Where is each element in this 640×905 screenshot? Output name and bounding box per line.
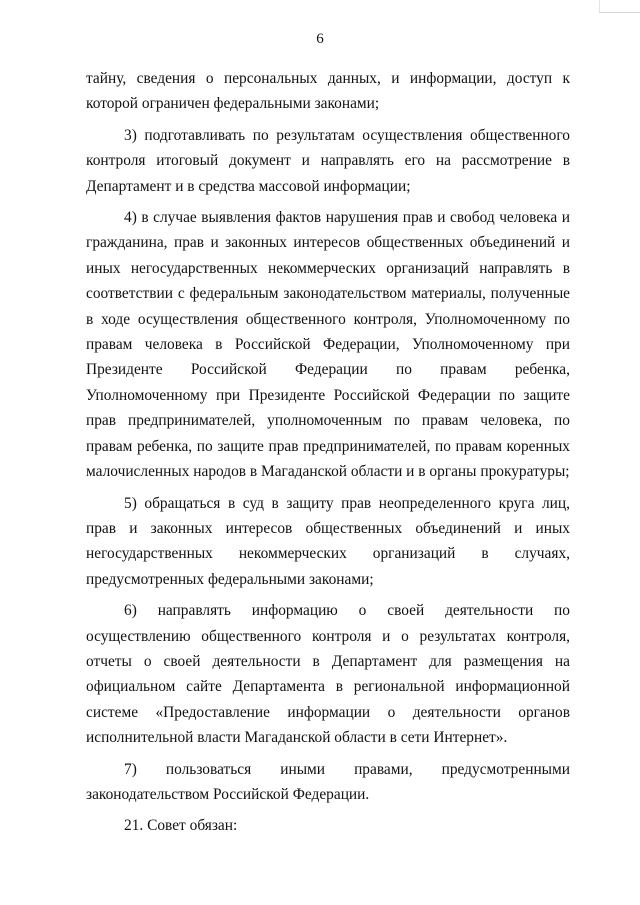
paragraph-item-5: 5) обращаться в суд в защиту прав неопределенного круга лиц, прав и законных интересов общественных объединений и иных негосударственных некоммерческих организаций в случаях, предусмотренных федеральными законами; bbox=[86, 494, 570, 588]
page-number: 6 bbox=[316, 31, 324, 47]
paragraph-continuation: тайну, сведения о персональных данных, и информации, доступ к которой ограничен федеральными законами; bbox=[86, 70, 570, 113]
scan-corner-artifact bbox=[599, 0, 640, 13]
paragraph-section-21: 21. Совет обязан: bbox=[124, 817, 238, 835]
paragraph-item-6: 6) направлять информацию о своей деятельности по осуществлению общественного контроля и о результатах контроля, отчеты о своей деятельности в Департамент для размещения на официальном сайте Департамента в региональной информационной системе «Предоставление информации о деятельности органов исполнительной власти Магаданской области в сети Интернет». bbox=[86, 602, 570, 747]
document-body bbox=[86, 66, 570, 845]
paragraph-item-4: 4) в случае выявления фактов нарушения прав и свобод человека и гражданина, прав и законных интересов общественных объединений и иных негосударственных некоммерческих организаций направлять в соответствии с федеральным законодательством материалы, полученные в ходе осуществления общественного контроля, Уполномоченному по правам человека в Российской Федерации, Уполномоченному при Президенте Российской Федерации по правам ребенка, Уполномоченному при Президенте Российской Федерации по защите прав предпринимателей, уполномоченным по правам человека, по правам ребенка, по защите прав предпринимателей, по правам коренных малочисленных народов в Магаданской области и в органы прокуратуры; bbox=[86, 209, 570, 481]
paragraph-item-7: 7) пользоваться иными правами, предусмотренными законодательством Российской Федерации. bbox=[86, 760, 570, 803]
paragraph-item-3: 3) подготавливать по результатам осуществления общественного контроля итоговый документ и направлять его на рассмотрение в Департамент и в средства массовой информации; bbox=[86, 126, 570, 195]
